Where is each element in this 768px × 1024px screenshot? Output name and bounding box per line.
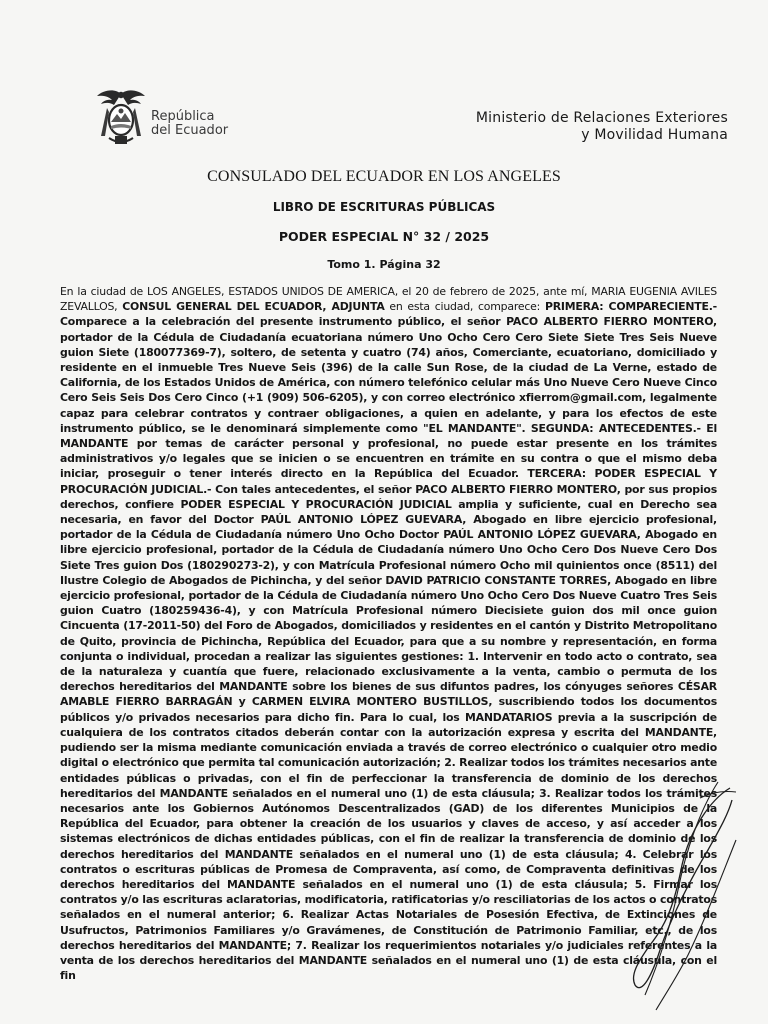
deed-body <box>60 284 717 983</box>
republic-logo-text <box>151 110 228 138</box>
ministry-line1: Ministerio de Relaciones Exteriores <box>475 110 728 126</box>
ministry-line2: y Movilidad Humana <box>581 127 728 143</box>
consulate-title: CONSULADO DEL ECUADOR EN LOS ANGELES <box>207 168 561 185</box>
consul-title: CONSUL GENERAL DEL ECUADOR, ADJUNTA <box>122 300 385 314</box>
book-title: LIBRO DE ESCRITURAS PÚBLICAS <box>272 200 496 214</box>
republic-line1: República <box>151 109 215 124</box>
ministry-heading <box>476 110 728 144</box>
deed-intro-tail: en esta ciudad, comparece: <box>384 300 545 314</box>
coat-of-arms-icon <box>95 86 147 148</box>
deed-number: PODER ESPECIAL N° 32 / 2025 <box>278 229 490 244</box>
volume-page: Tomo 1. Página 32 <box>327 258 441 271</box>
deed-intro: En la ciudad de LOS ANGELES, ESTADOS UNIDOS DE AMERICA, el 20 de febrero de 2025, ante mí, MARIA EUGENIA AVILES ZEVALLOS, <box>60 285 717 314</box>
deed-clauses: PRIMERA: COMPARECIENTE.- Comparece a la celebración del presente instrumento público, el señor PACO ALBERTO FIERRO MONTERO, portador de la Cédula de Ciudadanía ecuatoriana número Uno Ocho Cero Cero Siete Siete Tres Seis Nueve guion Siete (180077369-7), soltero, de setenta y cuatro (74) años, Comerciante, ecuatoriano, domiciliado y residente en el inmueble Tres Nueve Seis (396) de la calle Sun Rose, de la ciudad de La Verne, estado de California, de los Estados Unidos de América, con número telefónico celular más Uno Nueve Cero Nueve Cinco Cero Seis Seis Dos Cero Cinco (+1 (909) 506-6205), y con correo electrónico xfierrom@gmail.com, legalmente capaz para celebrar contratos y contraer obligaciones, a quien en adelante, y para los efectos de este instrumento público, se le denominará simplemente como "EL MANDANTE". SEGUNDA: ANTECEDENTES.- El MANDANTE por temas de carácter personal y profesional, no puede estar presente en los trámites administrativos y/o legales que se inicien o se encuentren en trámite en su contra o que el mismo deba iniciar, proseguir o tener interés directo en la República del Ecuador. TERCERA: PODER ESPECIAL Y PROCURACIÓN JUDICIAL.- Con tales antecedentes, el señor PACO ALBERTO FIERRO MONTERO, por sus propios derechos, confiere PODER ESPECIAL Y PROCURACIÓN JUDICIAL amplia y suficiente, cual en Derecho sea necesaria, en favor del Doctor PAÚL ANTONIO LÓPEZ GUEVARA, Abogado en libre ejercicio profesional, portador de la Cédula de Ciudadanía número Uno Ocho Doctor PAÚL ANTONIO LÓPEZ GUEVARA, Abogado en libre ejercicio profesional, portador de la Cédula de Ciudadanía número Uno Ocho Cero Dos Nueve Cero Dos Siete Tres guion Dos (180290273-2), y con Matrícula Profesional número Ocho mil quinientos once (8511) del Ilustre Colegio de Abogados de Pichincha, y del señor DAVID PATRICIO CONSTANTE TORRES, Abogado en libre ejercicio profesional, portador de la Cédula de Ciudadanía número Uno Ocho Cero Dos Nueve Cuatro Tres Seis guion Cuatro (180259436-4), y con Matrícula Profesional número Diecisiete guion dos mil once guion Cincuenta (17-2011-50) del Foro de Abogados, domiciliados y residentes en el cantón y Distrito Metropolitano de Quito, provincia de Pichincha, República del Ecuador, para que a su nombre y representación, en forma conjunta o individual, procedan a realizar las siguientes gestiones: 1. Intervenir en todo acto o contrato, sea de la naturaleza y cuantía que fuere, relacionado exclusivamente a la venta, cambio o permuta de los derechos hereditarios del MANDANTE sobre los bienes de sus difuntos padres, los cónyuges señores CÉSAR AMABLE FIERRO BARRAGÁN y CARMEN ELVIRA MONTERO BUSTILLOS, suscribiendo todos los documentos públicos y/o privados necesarios para dicho fin. Para lo cual, los MANDATARIOS previa a la suscripción de cualquiera de los contratos citados deberán contar con la autorización expresa y escrita del MANDANTE, pudiendo ser la misma mediante comunicación enviada a través de correo electrónico o cualquier otro medio digital o electrónico que permita tal comunicación autorización; 2. Realizar todos los trámites necesarios ante entidades públicas o privadas, con el fin de perfeccionar la transferencia de dominio de los derechos hereditarios del MANDANTE señalados en el numeral uno (1) de esta cláusula; 3. Realizar todos los trámites necesarios ante los Gobiernos Autónomos Descentralizados (GAD) de los diferentes Municipios de la República del Ecuador, para obtener la creación de los usuarios y claves de acceso, y así acceder a los sistemas electrónicos de dichas entidades públicas, con el fin de realizar la transferencia de dominio de los derechos hereditarios del MANDANTE señalados en el numeral uno (1) de esta cláusula; 4. Celebrar los contratos o escrituras públicas de Promesa de Compraventa, así como, de Compraventa definitivas de los derechos hereditarios del MANDANTE señalados en el numeral uno (1) de esta cláusula; 5. Firmar los contratos y/o las escrituras aclaratorias, modificatoria, ratificatorias y/o resciliatorias de los actos o contratos señalados en el numeral anterior; 6. Realizar Actas Notariales de Posesión Efectiva, de Extinciones de Usufructos, Patrimonios Familiares y/o Gravámenes, de Constitución de Patrimonio Familiar, etc., de los derechos hereditarios del MANDANTE; 7. Realizar los requerimientos notariales y/o judiciales referentes a la venta de los derechos hereditarios del MANDANTE señalados en el numeral uno (1) de esta cláusula, con el fin <box>60 300 718 983</box>
republic-line2: del Ecuador <box>151 123 229 138</box>
